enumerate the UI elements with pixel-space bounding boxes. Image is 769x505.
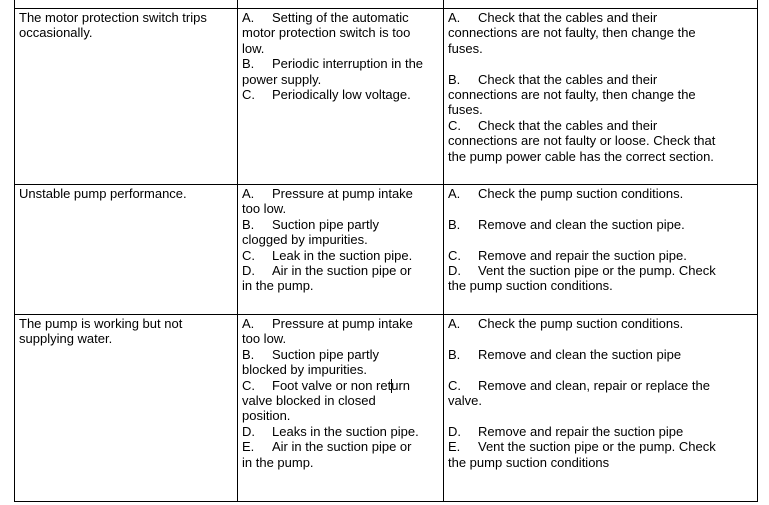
list-item-line: connections are not faulty, then change the bbox=[448, 87, 696, 103]
list-item-label: D. bbox=[242, 263, 255, 279]
cell-text bbox=[448, 186, 753, 294]
list-item-line: the pump suction conditions bbox=[448, 454, 610, 470]
list-item-line: clogged by impurities. bbox=[242, 232, 368, 248]
text-line: Unstable pump performance. bbox=[19, 186, 187, 201]
blank-line bbox=[448, 232, 753, 247]
cell-remedy bbox=[444, 315, 758, 502]
list-item-label: D. bbox=[448, 423, 461, 439]
list-item-label: C. bbox=[242, 377, 255, 393]
list-item-label: E. bbox=[242, 439, 255, 455]
list-item-line bbox=[448, 72, 753, 87]
cell-text bbox=[19, 316, 233, 347]
list-item-line bbox=[448, 424, 753, 439]
list-item-line bbox=[242, 87, 439, 102]
list-item-label: B. bbox=[242, 56, 255, 72]
list-item-text: Air in the suction pipe or bbox=[272, 263, 412, 279]
list-item-text: Air in the suction pipe or bbox=[272, 439, 412, 455]
blank-line bbox=[448, 201, 753, 216]
list-item-text: Leaks in the suction pipe. bbox=[272, 423, 419, 439]
list-item-label: A. bbox=[242, 316, 255, 331]
list-item-line: connections are not faulty or loose. Check that bbox=[448, 133, 716, 149]
cell-remedy bbox=[444, 185, 758, 315]
list-item-line bbox=[242, 347, 439, 362]
list-item-line: position. bbox=[242, 408, 291, 424]
list-item-line bbox=[242, 378, 439, 393]
list-item-line: fuses. bbox=[448, 40, 483, 56]
list-item-line: in the pump. bbox=[242, 454, 314, 470]
list-item-text: Pressure at pump intake bbox=[272, 316, 413, 331]
list-item-label: A. bbox=[242, 186, 255, 201]
list-item-text: Vent the suction pipe or the pump. Check bbox=[478, 263, 716, 278]
list-item-text: Remove and repair the suction pipe bbox=[478, 423, 684, 439]
list-item-line: valve. bbox=[448, 393, 482, 408]
list-item-line bbox=[242, 56, 439, 71]
list-item-text: Check the pump suction conditions. bbox=[478, 186, 684, 201]
list-item-label: B. bbox=[448, 71, 461, 87]
list-item-line bbox=[242, 424, 439, 439]
list-item-text: Periodically low voltage. bbox=[272, 87, 411, 103]
text-line: supplying water. bbox=[19, 331, 113, 347]
list-item-line bbox=[242, 10, 439, 25]
cell-text bbox=[448, 316, 753, 470]
list-item-text: Remove and clean the suction pipe bbox=[478, 346, 682, 362]
blank-line bbox=[448, 408, 753, 423]
troubleshooting-table bbox=[14, 0, 758, 502]
list-item-line bbox=[242, 263, 439, 278]
list-item-line bbox=[242, 186, 439, 201]
list-item-text: Periodic interruption in the bbox=[272, 56, 424, 72]
text-line: The motor protection switch trips bbox=[19, 10, 207, 25]
list-item-line: too low. bbox=[242, 331, 287, 347]
list-item-line bbox=[242, 217, 439, 232]
table-row bbox=[15, 9, 758, 185]
list-item-line bbox=[448, 263, 753, 278]
list-item-label: E. bbox=[448, 439, 461, 455]
cell-remedy bbox=[444, 9, 758, 185]
cell-symptom bbox=[15, 9, 238, 185]
list-item-label: B. bbox=[448, 346, 461, 362]
list-item-label: A. bbox=[242, 10, 255, 25]
list-item-text: Foot valve or non return bbox=[272, 377, 411, 393]
list-item-line bbox=[448, 248, 753, 263]
text-line: The pump is working but not bbox=[19, 316, 183, 331]
list-item-text: Pressure at pump intake bbox=[272, 186, 413, 201]
list-item-text: Check the pump suction conditions. bbox=[478, 316, 684, 331]
list-item-label: C. bbox=[448, 117, 461, 133]
clipped-cell-symptom bbox=[15, 0, 238, 9]
list-item-label: B. bbox=[242, 346, 255, 362]
list-item-label: A. bbox=[448, 186, 461, 201]
blank-line bbox=[448, 331, 753, 346]
list-item-line bbox=[448, 316, 753, 331]
list-item-line: the pump power cable has the correct section. bbox=[448, 148, 714, 164]
clipped-cell-cause bbox=[238, 0, 444, 9]
cell-text bbox=[19, 10, 233, 41]
table-row-clipped bbox=[15, 0, 758, 9]
list-item-label: C. bbox=[448, 247, 461, 263]
table-row bbox=[15, 315, 758, 502]
cell-text bbox=[448, 10, 753, 164]
text-line: occasionally. bbox=[19, 25, 93, 41]
list-item-line: motor protection switch is too bbox=[242, 25, 411, 41]
list-item-label: C. bbox=[448, 377, 461, 393]
list-item-line: the pump suction conditions. bbox=[448, 278, 613, 294]
list-item-text: Remove and clean, repair or replace the bbox=[478, 377, 710, 393]
list-item-line bbox=[448, 10, 753, 25]
list-item-line: in the pump. bbox=[242, 278, 314, 294]
cell-text bbox=[242, 186, 439, 294]
list-item-line: low. bbox=[242, 40, 265, 56]
cell-cause bbox=[238, 315, 444, 502]
list-item-label: D. bbox=[448, 263, 461, 278]
list-item-label: B. bbox=[242, 216, 255, 232]
text-caret bbox=[391, 379, 392, 393]
list-item-text: Check that the cables and their bbox=[478, 117, 658, 133]
list-item-text: Suction pipe partly bbox=[272, 216, 379, 232]
list-item-line bbox=[448, 217, 753, 232]
list-item-line: power supply. bbox=[242, 71, 322, 87]
list-item-label: C. bbox=[242, 87, 255, 103]
cell-cause bbox=[238, 185, 444, 315]
list-item-line bbox=[242, 248, 439, 263]
list-item-label: A. bbox=[448, 10, 461, 25]
cell-cause bbox=[238, 9, 444, 185]
list-item-text: Setting of the automatic bbox=[272, 10, 409, 25]
cell-symptom bbox=[15, 185, 238, 315]
list-item-line bbox=[448, 347, 753, 362]
list-item-line: connections are not faulty, then change the bbox=[448, 25, 696, 41]
list-item-line: blocked by impurities. bbox=[242, 362, 367, 378]
list-item-line bbox=[448, 186, 753, 201]
list-item-line bbox=[242, 439, 439, 454]
troubleshooting-table-wrapper bbox=[14, 0, 757, 502]
list-item-label: B. bbox=[448, 216, 461, 232]
list-item-text: Check that the cables and their bbox=[478, 10, 658, 25]
clipped-cell-remedy bbox=[444, 0, 758, 9]
list-item-text: Remove and clean the suction pipe. bbox=[478, 216, 685, 232]
list-item-text: Check that the cables and their bbox=[478, 71, 658, 87]
cell-text bbox=[242, 10, 439, 102]
list-item-label: D. bbox=[242, 423, 255, 439]
list-item-label: C. bbox=[242, 247, 255, 263]
list-item-text: Remove and repair the suction pipe. bbox=[478, 247, 687, 263]
list-item-line: too low. bbox=[242, 201, 287, 217]
list-item-line: fuses. bbox=[448, 102, 483, 118]
cell-text bbox=[242, 316, 439, 470]
list-item-line bbox=[242, 316, 439, 331]
list-item-text: Suction pipe partly bbox=[272, 346, 379, 362]
list-item-line bbox=[448, 118, 753, 133]
table-body bbox=[15, 0, 758, 502]
list-item-label: A. bbox=[448, 316, 461, 331]
blank-line bbox=[448, 56, 753, 71]
list-item-text: Vent the suction pipe or the pump. Check bbox=[478, 439, 716, 455]
blank-line bbox=[448, 362, 753, 377]
cell-text bbox=[19, 186, 233, 201]
list-item-line: valve blocked in closed bbox=[242, 393, 376, 409]
list-item-line bbox=[448, 378, 753, 393]
table-row bbox=[15, 185, 758, 315]
list-item-text: Leak in the suction pipe. bbox=[272, 247, 413, 263]
list-item-line bbox=[448, 439, 753, 454]
cell-symptom bbox=[15, 315, 238, 502]
